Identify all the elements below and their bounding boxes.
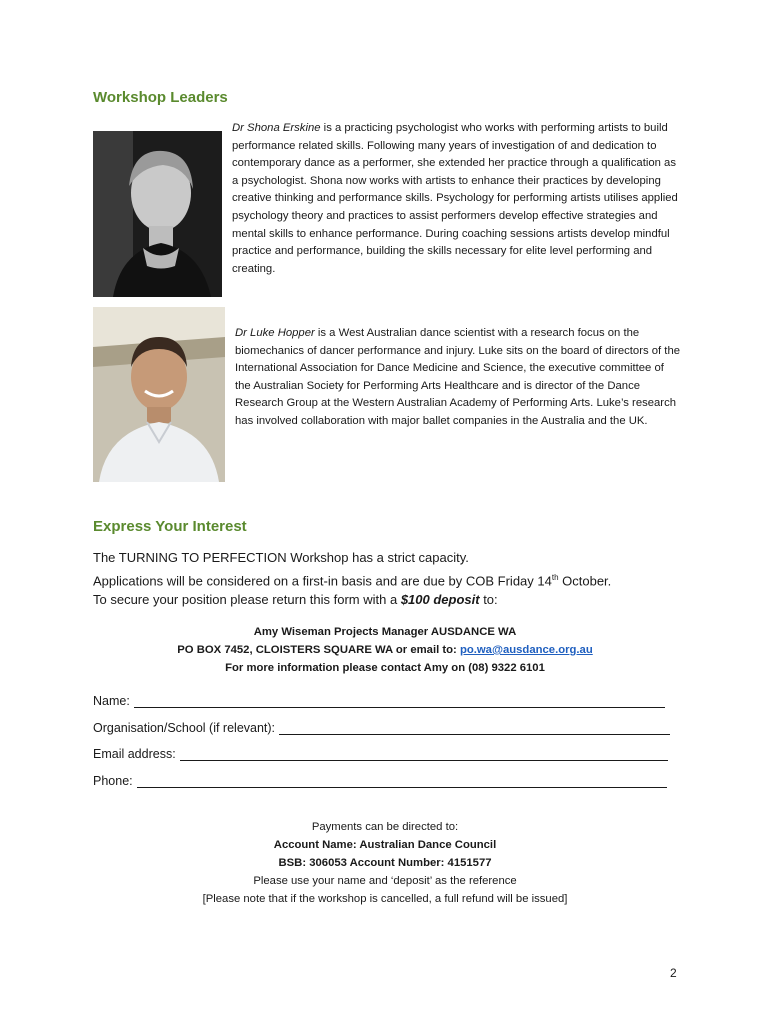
interest-line-1: The TURNING TO PERFECTION Workshop has a strict capacity. bbox=[93, 550, 469, 565]
shona-erskine-photo bbox=[93, 131, 222, 297]
interest-line-2 bbox=[93, 568, 693, 591]
bsb-account-number: BSB: 306053 Account Number: 4151577 bbox=[278, 857, 492, 869]
contact-line-1: Amy Wiseman Projects Manager AUSDANCE WA bbox=[253, 626, 517, 638]
name-field-row bbox=[93, 694, 665, 708]
email-link[interactable]: po.wa@ausdance.org.au bbox=[459, 644, 593, 656]
luke-hopper-bio-text: is a West Australian dance scientist with a research focus on the biomechanics of dancer performance and injury. Luke sits on the board of directors of the International Association for Dance Medicine and Science, the executive committee of the Australian Society for Performing Arts Healthcare and is director of the Dance Research Group at the Western Australian Academy of Performing Arts. Luke’s research has involved collaboration with major ballet companies in the Australia and the UK. bbox=[235, 327, 681, 427]
portrait-woman-icon bbox=[93, 131, 222, 297]
luke-hopper-photo bbox=[93, 307, 225, 482]
organisation-field-row bbox=[93, 721, 670, 735]
contact-line-3: For more information please contact Amy on (08) 9322 6101 bbox=[225, 662, 545, 674]
phone-label: Phone: bbox=[93, 774, 133, 788]
interest-line-2-sup: th bbox=[551, 572, 559, 582]
payment-block bbox=[93, 818, 677, 908]
deposit-amount: $100 deposit bbox=[400, 592, 480, 608]
phone-field-row bbox=[93, 774, 667, 788]
email-label: Email address: bbox=[93, 747, 176, 761]
interest-line-2-text: Applications will be considered on a first-in basis and are due by COB Friday 14 bbox=[93, 572, 552, 588]
luke-hopper-bio bbox=[235, 325, 680, 431]
email-input-line[interactable] bbox=[180, 748, 668, 761]
shona-erskine-name: Dr Shona Erskine bbox=[232, 122, 321, 134]
interest-text bbox=[93, 548, 693, 610]
name-input-line[interactable] bbox=[134, 695, 665, 708]
contact-block bbox=[93, 623, 677, 677]
interest-line-3-text: To secure your position please return this form with a bbox=[93, 592, 401, 608]
interest-line-3 bbox=[93, 590, 693, 610]
shona-erskine-bio-text: is a practicing psychologist who works with performing artists to build performance related skills. Following many years of investigation of and dedication to contemporary dance as a performer, she extended her practice through a qualification as a psychologist. Shona now works with artists to enhance their practices by developing creative thinking and performance skills. Psychology for performing artists utilises applied psychology theory and practices to assist performers develop effective strategies and mental skills to enhance performance. During coaching sessions artists develop mindful practice and performance, building the skills necessary for elite level performing and creating. bbox=[232, 122, 678, 275]
interest-line-3-end: to: bbox=[479, 592, 498, 608]
express-interest-heading: Express Your Interest bbox=[93, 518, 247, 535]
portrait-man-icon bbox=[93, 307, 225, 482]
page-number: 2 bbox=[670, 966, 677, 980]
organisation-label: Organisation/School (if relevant): bbox=[93, 721, 276, 735]
contact-line-2 bbox=[93, 641, 677, 659]
phone-input-line[interactable] bbox=[137, 775, 667, 788]
account-name: Account Name: Australian Dance Council bbox=[273, 839, 497, 851]
name-label: Name: bbox=[93, 694, 130, 708]
shona-erskine-bio bbox=[232, 120, 680, 278]
luke-hopper-name: Dr Luke Hopper bbox=[235, 327, 315, 339]
interest-line-2-end: October. bbox=[558, 572, 612, 588]
refund-note: [Please note that if the workshop is cancelled, a full refund will be issued] bbox=[202, 893, 568, 905]
payment-reference: Please use your name and ‘deposit’ as the reference bbox=[253, 875, 517, 887]
payment-intro: Payments can be directed to: bbox=[311, 821, 459, 833]
workshop-leaders-heading: Workshop Leaders bbox=[93, 89, 228, 106]
contact-address: PO BOX 7452, CLOISTERS SQUARE WA or email to: bbox=[177, 644, 460, 656]
email-field-row bbox=[93, 747, 668, 761]
organisation-input-line[interactable] bbox=[279, 722, 670, 735]
